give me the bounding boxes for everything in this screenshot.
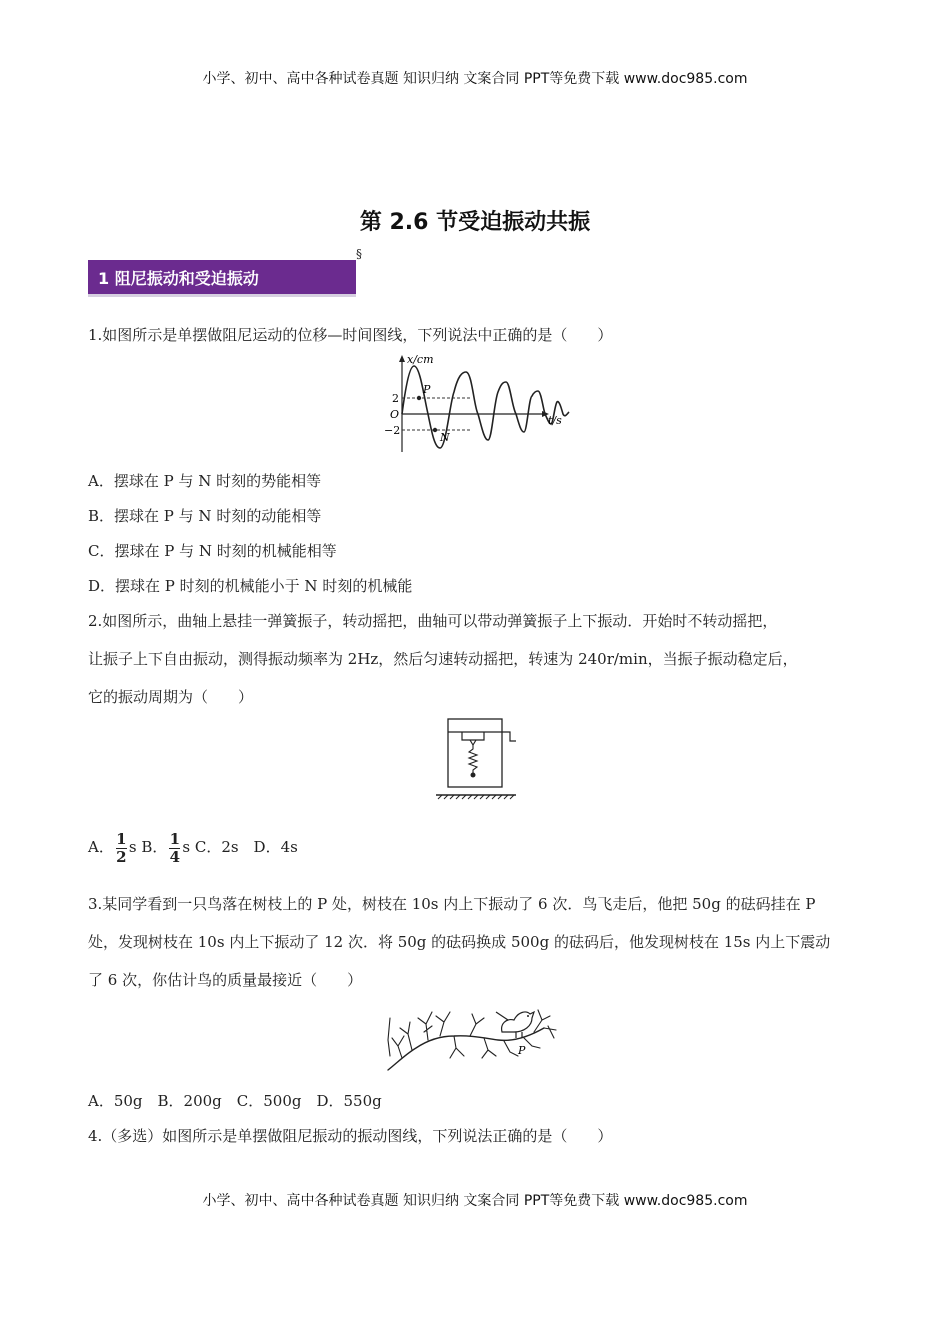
- page-footer: 小学、初中、高中各种试卷真题 知识归纳 文案合同 PPT等免费下载 www.doc985.com: [202, 1193, 748, 1209]
- q1-option-d: D．摆球在 P 时刻的机械能小于 N 时刻的机械能: [88, 577, 413, 595]
- q2-option-cd: C．2s D．4s: [194, 838, 298, 856]
- q2-option-a-unit: s: [128, 838, 137, 856]
- q2-option-a-prefix: A．: [88, 838, 114, 856]
- q3-label-p: P: [518, 1044, 526, 1057]
- q2-spring-crank-figure: [432, 715, 522, 800]
- q2-line-1: 2.如图所示，曲轴上悬挂一弹簧振子，转动摇把，曲轴可以带动弹簧振子上下振动．开始时不转动摇把，: [88, 612, 778, 630]
- q2-spring: [469, 745, 477, 773]
- q3-line-1: 3.某同学看到一只鸟落在树枝上的 P 处，树枝在 10s 内上下振动了 6 次．鸟飞走后，他把 50g 的砝码挂在 P: [88, 895, 816, 913]
- q2-crank-bend: [462, 732, 484, 740]
- q3-options: A．50g B．200g C．500g D．550g: [88, 1092, 382, 1110]
- q2-frame: [448, 719, 502, 787]
- q2-option-b-fraction: [169, 831, 180, 866]
- q1-label-p: P: [423, 383, 431, 396]
- q1-curve: [402, 366, 569, 448]
- q2-option-b-unit: s: [182, 838, 191, 856]
- q3-bird-eye: [527, 1015, 529, 1017]
- q2-option-b-prefix: B．: [141, 838, 168, 856]
- q1-ylabel: x/cm: [407, 353, 434, 366]
- q1-point-p: [417, 396, 421, 400]
- q2-option-b-num: 1: [169, 829, 181, 848]
- q2-line-2: 让振子上下自由振动，测得振动频率为 2Hz，然后匀速转动摇把，转速为 240r/min，当振子振动稳定后，: [88, 650, 798, 668]
- section-mark: §: [356, 247, 362, 261]
- q1-point-n: [433, 428, 437, 432]
- q2-option-a-fraction: [116, 831, 127, 866]
- q2-option-b-den: 4: [169, 847, 181, 866]
- q1-origin: O: [390, 408, 400, 421]
- q2-line-3: 它的振动周期为（ ）: [88, 688, 254, 706]
- q1-option-b: B．摆球在 P 与 N 时刻的动能相等: [88, 507, 322, 525]
- q3-line-3: 了 6 次，你估计鸟的质量最接近（ ）: [88, 971, 363, 989]
- q1-stem: 1.如图所示是单摆做阻尼运动的位移—时间图线，下列说法中正确的是（ ）: [88, 326, 613, 344]
- q4-stem: 4.（多选）如图所示是单摆做阻尼振动的振动图线，下列说法正确的是（ ）: [88, 1127, 613, 1145]
- q1-y-arrow: [399, 355, 405, 362]
- q3-branch-bird-figure: [384, 998, 564, 1076]
- q1-xlabel: t/s: [548, 414, 562, 427]
- q2-mass: [471, 773, 476, 778]
- q1-label-n: N: [440, 431, 450, 444]
- q1-option-c: C．摆球在 P 与 N 时刻的机械能相等: [88, 542, 337, 560]
- q2-hook: [470, 740, 476, 745]
- q1-damped-graph: [360, 352, 575, 457]
- q2-option-a-num: 1: [116, 829, 127, 848]
- q2-options: [88, 827, 298, 867]
- page-header: 小学、初中、高中各种试卷真题 知识归纳 文案合同 PPT等免费下载 www.doc985.com: [202, 71, 748, 87]
- q1-tick-minus2: −2: [384, 424, 401, 437]
- q2-crank-handle: [502, 732, 516, 741]
- q2-option-a-den: 2: [116, 847, 127, 866]
- page-title: 第 2.6 节受迫振动共振: [359, 210, 591, 235]
- q3-line-2: 处，发现树枝在 10s 内上下振动了 12 次．将 50g 的砝码换成 500g 的砝码后，他发现树枝在 15s 内上下震动: [88, 933, 831, 951]
- section-heading: 1 阻尼振动和受迫振动: [88, 260, 356, 297]
- q1-tick-plus2: 2: [392, 392, 399, 405]
- q1-option-a: A．摆球在 P 与 N 时刻的势能相等: [88, 472, 322, 490]
